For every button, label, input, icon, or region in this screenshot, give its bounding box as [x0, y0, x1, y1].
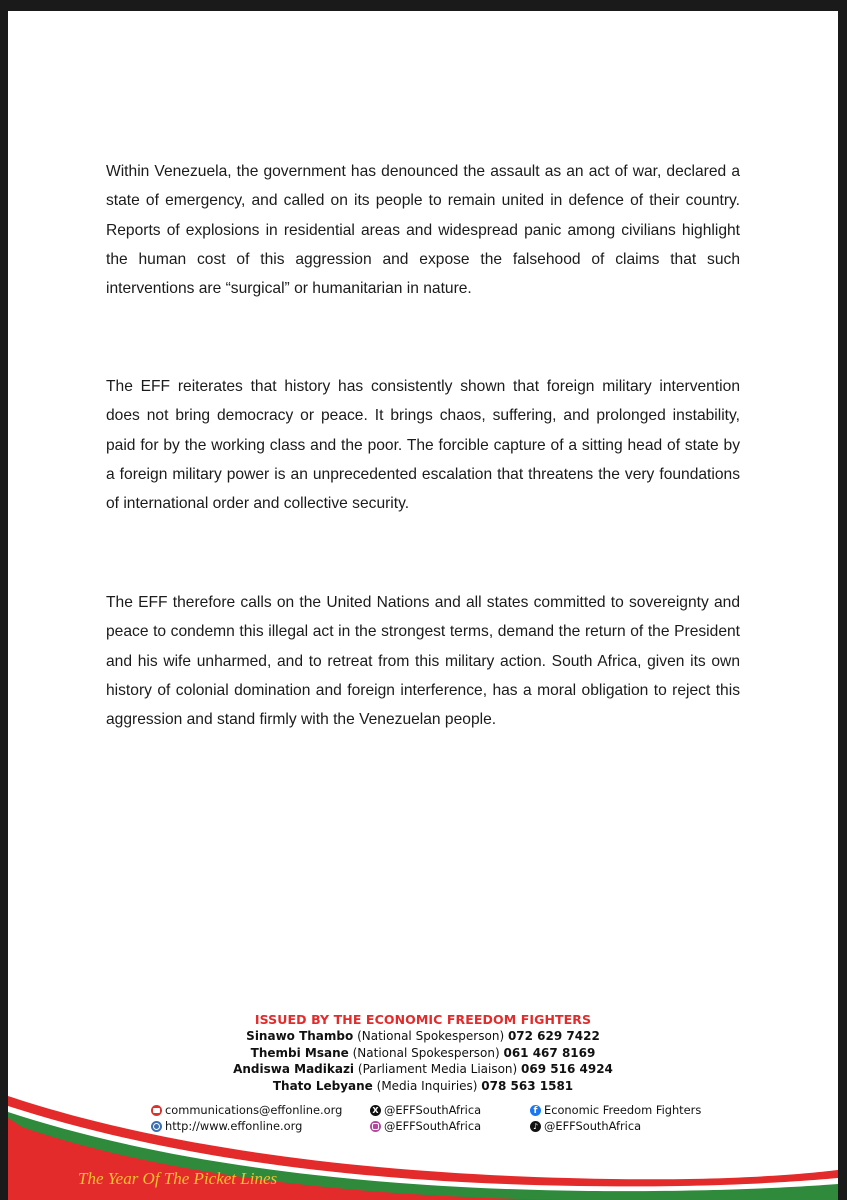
x-handle: @EFFSouthAfrica: [384, 1103, 482, 1117]
issued-by-block: [8, 1011, 838, 1094]
contact-phone: 078 563 1581: [481, 1078, 574, 1093]
links-column-1: [151, 1102, 342, 1134]
contact-phone: 069 516 4924: [521, 1062, 613, 1076]
contact-line: [8, 1028, 838, 1045]
contact-line: [8, 1078, 838, 1095]
contact-name: Thembi Msane: [250, 1045, 349, 1060]
contact-line: [8, 1045, 838, 1062]
contact-phone: 072 629 7422: [507, 1029, 600, 1043]
x-icon: X: [370, 1105, 381, 1116]
email-text: communications@effonline.org: [165, 1103, 343, 1117]
links-column-2: [370, 1102, 481, 1134]
contact-line: [8, 1061, 838, 1078]
tiktok-icon: ♪: [530, 1121, 541, 1132]
contact-role: (Parliament Media Liaison): [357, 1062, 518, 1076]
globe-icon: [151, 1121, 162, 1132]
links-column-3: [530, 1102, 701, 1134]
instagram-link[interactable]: [370, 1118, 481, 1134]
facebook-text: Economic Freedom Fighters: [544, 1103, 702, 1117]
body-paragraph-3: The EFF therefore calls on the United Nations and all states committed to sovereignty and peace to condemn this illegal act in the strongest terms, demand the return of the President and his wife unharmed, and to retreat from this military action. South Africa, given its own history of colonial domination and foreign interference, has a moral obligation to reject this aggression and stand firmly with the Venezuelan people.: [106, 594, 740, 729]
website-text: http://www.effonline.org: [165, 1119, 303, 1133]
tiktok-link[interactable]: [530, 1118, 701, 1134]
instagram-handle: @EFFSouthAfrica: [384, 1119, 482, 1133]
x-link[interactable]: [370, 1102, 481, 1118]
tiktok-handle: @EFFSouthAfrica: [544, 1119, 642, 1133]
facebook-icon: f: [530, 1105, 541, 1116]
body-paragraph-1: Within Venezuela, the government has denounced the assault as an act of war, declared a state of emergency, and called on its people to remain united in defence of their country. Reports of explosions in residential areas and widespread panic among civilians highlight the human cost of this aggression and expose the falsehood of claims that such interventions are “surgical” or humanitarian in nature.: [106, 163, 740, 298]
website-link[interactable]: [151, 1118, 342, 1134]
email-link[interactable]: [151, 1102, 342, 1118]
footer-tagline: The Year Of The Picket Lines: [78, 1169, 278, 1188]
contact-role: (National Spokesperson): [357, 1029, 505, 1043]
contact-name: Sinawo Thambo: [246, 1029, 354, 1043]
contact-name: Andiswa Madikazi: [233, 1062, 355, 1076]
contact-role: (Media Inquiries): [376, 1078, 478, 1093]
email-icon: [151, 1105, 162, 1116]
facebook-link[interactable]: [530, 1102, 701, 1118]
contact-phone: 061 467 8169: [503, 1045, 596, 1060]
issued-by-title: ISSUED BY THE ECONOMIC FREEDOM FIGHTERS: [254, 1012, 592, 1027]
body-paragraph-2: The EFF reiterates that history has consistently shown that foreign military intervention does not bring democracy or peace. It brings chaos, suffering, and prolonged instability, paid for by the working class and the poor. The forcible capture of a sitting head of state by a foreign military power is an unprecedented escalation that threatens the very foundations of international order and collective security.: [106, 378, 740, 513]
contact-name: Thato Lebyane: [272, 1078, 373, 1093]
contact-role: (National Spokesperson): [352, 1045, 500, 1060]
document-page: [8, 11, 838, 1200]
instagram-icon: [370, 1121, 381, 1132]
